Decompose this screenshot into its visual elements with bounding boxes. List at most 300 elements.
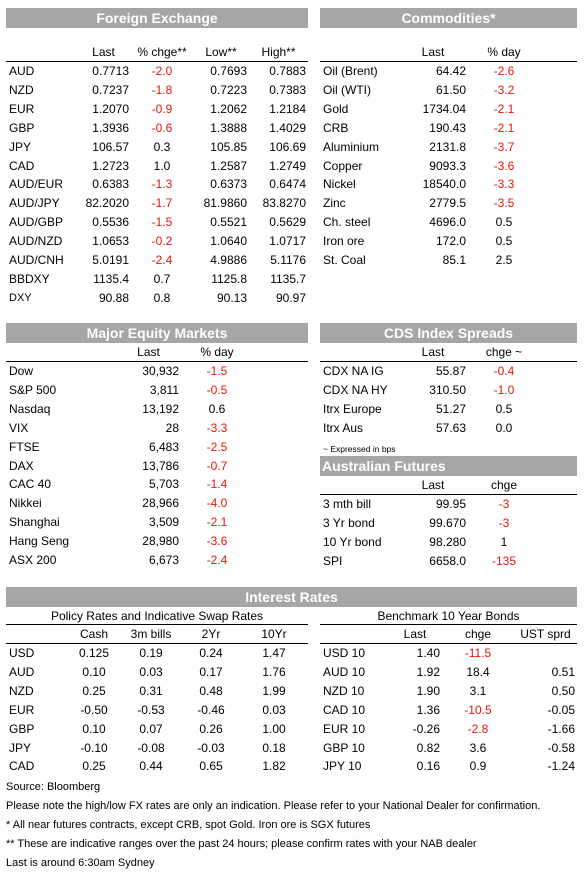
table-cell: 2131.8	[429, 139, 466, 154]
row-label: Copper	[323, 158, 363, 173]
column-header: chge ~	[468, 343, 540, 362]
table-cell: 0.7383	[269, 82, 306, 97]
table-cell: 1.0640	[210, 234, 247, 249]
table-cell: 1135.7	[270, 271, 306, 286]
table-row	[6, 494, 308, 513]
table-cell: 0.16	[416, 759, 440, 774]
row-label: Nickel	[323, 177, 356, 192]
table-cell: 172.0	[435, 234, 466, 249]
column-header	[320, 625, 388, 644]
table-row	[6, 663, 308, 682]
bonds-table	[320, 625, 577, 776]
row-label: CAD	[9, 158, 35, 173]
table-cell: 6,483	[148, 439, 179, 454]
table-cell: 0.31	[139, 683, 163, 698]
row-label: Nikkei	[9, 496, 42, 511]
table-row	[6, 175, 308, 194]
table-cell: -3	[498, 497, 510, 511]
row-label: Dow	[9, 364, 34, 378]
table-cell: -1.5	[151, 215, 173, 230]
table-cell: -3.6	[493, 158, 515, 173]
table-cell: -2.0	[151, 64, 173, 78]
table-cell: -2.4	[206, 553, 228, 568]
row-label: Zinc	[323, 196, 346, 211]
table-row	[6, 62, 308, 81]
table-cell: 0.50	[551, 683, 575, 698]
table-row	[6, 419, 308, 438]
table-cell: 0.0	[495, 420, 513, 435]
futures-table	[320, 476, 577, 571]
futures-title: Australian Futures	[320, 456, 577, 476]
table-cell: -3.2	[493, 82, 515, 97]
table-cell: -1.3	[151, 177, 173, 192]
column-header: 2Yr	[182, 625, 240, 644]
table-row	[6, 81, 308, 100]
spacer-cell	[540, 232, 577, 251]
table-cell: -0.05	[547, 702, 575, 717]
row-label: USD	[9, 646, 35, 660]
row-label: GBP	[9, 721, 35, 736]
table-cell: 90.88	[98, 290, 129, 305]
table-row	[320, 720, 577, 739]
row-label: AUD 10	[323, 664, 366, 679]
table-cell: 310.50	[429, 382, 466, 397]
spacer-cell	[253, 513, 308, 532]
table-cell: -3	[498, 515, 510, 530]
table-cell: -11.5	[464, 646, 492, 660]
spacer-cell	[540, 81, 577, 100]
cds-panel	[320, 323, 577, 456]
table-cell: 18.4	[466, 664, 490, 679]
spacer-cell	[540, 400, 577, 419]
table-cell: 0.25	[82, 683, 106, 698]
row-label: JPY	[9, 139, 32, 154]
spacer-cell	[253, 457, 308, 476]
row-label: AUD	[9, 664, 35, 679]
table-cell: 1.3936	[92, 120, 129, 135]
table-row	[6, 551, 308, 570]
row-label: AUD/GBP	[9, 215, 64, 230]
table-cell: 0.3	[153, 139, 171, 154]
cds-title: CDS Index Spreads	[320, 323, 577, 343]
table-cell: 28	[165, 420, 179, 435]
spacer-cell	[540, 138, 577, 157]
row-label: Shanghai	[9, 515, 60, 530]
column-header: 3m bills	[120, 625, 182, 644]
futures-panel	[320, 456, 577, 571]
table-row	[6, 757, 308, 776]
commodities-table	[320, 43, 577, 270]
table-cell: 0.07	[139, 721, 163, 736]
table-cell: -0.2	[151, 234, 173, 249]
table-cell: -3.3	[493, 177, 515, 192]
row-label: JPY	[9, 740, 32, 755]
spacer-cell	[253, 475, 308, 494]
column-header: Last	[398, 343, 468, 362]
table-cell: -1.24	[547, 759, 575, 774]
table-row	[320, 119, 577, 138]
row-label: CAD 10	[323, 702, 366, 717]
table-cell: -0.7	[206, 458, 228, 473]
table-row	[6, 381, 308, 400]
column-header: Last	[76, 43, 131, 62]
row-label: CAD	[9, 759, 35, 774]
table-cell: 3.1	[469, 683, 487, 698]
column-header: High**	[249, 43, 308, 62]
table-cell: 0.48	[199, 683, 223, 698]
table-cell: 1.82	[262, 759, 286, 774]
table-row	[6, 289, 308, 308]
row-label: JPY 10	[323, 759, 362, 774]
table-cell: 13,786	[142, 458, 179, 473]
table-cell: -0.46	[197, 702, 225, 717]
policy-subtitle: Policy Rates and Indicative Swap Rates	[6, 607, 308, 625]
table-cell: 1.0717	[269, 234, 306, 249]
fx-header-row	[6, 43, 308, 62]
spacer-cell	[540, 157, 577, 176]
column-header: chge	[468, 476, 540, 495]
table-cell: 1.90	[416, 683, 440, 698]
column-header	[320, 43, 398, 62]
table-row	[6, 701, 308, 720]
table-cell: 82.2020	[85, 196, 129, 211]
row-label: Iron ore	[323, 234, 365, 249]
table-cell: 0.125	[78, 646, 110, 660]
row-label: Gold	[323, 101, 349, 116]
spacer-cell	[253, 381, 308, 400]
row-label: NZD	[9, 82, 34, 97]
table-cell: 0.44	[139, 759, 163, 774]
table-cell: -3.7	[493, 139, 515, 154]
table-cell: 5,703	[148, 477, 179, 492]
table-cell: -4.0	[206, 496, 228, 511]
column-header	[6, 343, 116, 362]
table-row	[6, 682, 308, 701]
column-header: 10Yr	[240, 625, 308, 644]
table-cell: 0.7883	[269, 64, 306, 78]
policy-header-row	[6, 625, 308, 644]
row-label: SPI	[323, 553, 343, 568]
policy-panel	[6, 607, 308, 776]
table-cell: 1.2184	[269, 101, 306, 116]
table-cell: 1.2749	[269, 158, 306, 173]
table-cell: -2.6	[493, 64, 515, 78]
table-cell: 98.280	[429, 534, 466, 549]
table-cell: 0.5536	[92, 215, 129, 230]
row-label: AUD	[9, 64, 35, 78]
footnote-fx-disclaimer: Please note the high/low FX rates are only an indication. Please refer to your National Dealer for confirmation.	[6, 800, 541, 812]
table-cell: 0.7223	[210, 82, 247, 97]
spacer-cell	[253, 532, 308, 551]
row-label: AUD/CNH	[9, 253, 64, 268]
table-cell: 1.92	[416, 664, 440, 679]
table-row	[6, 119, 308, 138]
spacer-cell	[253, 438, 308, 457]
table-cell: 1734.04	[422, 101, 466, 116]
row-label: Itrx Aus	[323, 420, 364, 435]
row-label: Oil (WTI)	[323, 82, 371, 97]
table-cell: 2779.5	[429, 196, 466, 211]
table-cell: 0.5629	[269, 215, 306, 230]
table-cell: -0.5	[206, 382, 228, 397]
column-header: Cash	[68, 625, 120, 644]
table-cell: 51.27	[435, 401, 466, 416]
table-cell: 0.6383	[92, 177, 129, 192]
table-cell: 18540.0	[422, 177, 466, 192]
cds-note: ~ Expressed in bps	[323, 443, 396, 454]
column-header	[6, 625, 68, 644]
row-label: ASX 200	[9, 553, 57, 568]
futures-header-row	[320, 476, 577, 495]
table-cell: -0.26	[412, 721, 440, 736]
column-header	[320, 343, 398, 362]
spacer-cell	[540, 381, 577, 400]
row-label: 3 Yr bond	[323, 515, 375, 530]
table-row	[320, 251, 577, 270]
row-label: NZD 10	[323, 683, 365, 698]
table-row	[6, 644, 308, 663]
table-cell: 0.26	[199, 721, 223, 736]
row-label: AUD/JPY	[9, 196, 60, 211]
policy-table	[6, 625, 308, 776]
table-cell: -3.3	[206, 420, 228, 435]
spacer-cell	[540, 362, 577, 381]
table-cell: -1.8	[151, 82, 173, 97]
column-header: Last	[388, 625, 442, 644]
column-header: Low**	[193, 43, 249, 62]
row-label: CAC 40	[9, 477, 52, 492]
table-row	[6, 138, 308, 157]
table-cell: -2.4	[151, 253, 173, 268]
table-cell: -2.1	[493, 101, 515, 116]
row-label: AUD/NZD	[9, 234, 63, 249]
table-cell: 1.2070	[92, 101, 129, 116]
table-row	[320, 213, 577, 232]
table-cell: 1.3888	[210, 120, 247, 135]
bonds-header-row	[320, 625, 577, 644]
row-label: GBP 10	[323, 740, 365, 755]
spacer-cell	[540, 213, 577, 232]
table-row	[320, 157, 577, 176]
table-cell: 55.87	[435, 364, 466, 378]
row-label: St. Coal	[323, 253, 366, 268]
table-cell: 0.9	[469, 759, 487, 774]
row-label: Ch. steel	[323, 215, 371, 230]
table-cell: 90.97	[275, 290, 306, 305]
table-cell: -0.50	[80, 702, 108, 717]
row-label: Hang Seng	[9, 534, 70, 549]
table-cell: 1.0653	[92, 234, 129, 249]
table-cell: 0.10	[82, 664, 106, 679]
table-cell: 0.24	[199, 646, 223, 660]
table-row	[320, 100, 577, 119]
table-row	[320, 175, 577, 194]
table-row	[320, 232, 577, 251]
column-header: chge	[442, 625, 514, 644]
table-cell: -2.5	[206, 439, 228, 454]
row-label: DXY	[9, 291, 32, 304]
table-cell: 0.7	[153, 271, 171, 286]
column-header: Last	[116, 343, 181, 362]
table-row	[320, 400, 577, 419]
table-cell: 1.40	[416, 646, 440, 660]
table-cell: 9093.3	[429, 158, 466, 173]
row-label: BBDXY	[9, 271, 50, 286]
table-cell: 0.19	[139, 646, 163, 660]
table-cell: 1.0	[153, 158, 171, 173]
spacer-cell	[540, 62, 577, 81]
table-cell: -1.66	[547, 721, 575, 736]
footnote-time: Last is around 6:30am Sydney	[6, 857, 155, 869]
table-cell: 28,966	[142, 496, 179, 511]
table-row	[6, 362, 308, 381]
table-cell: 1.2587	[210, 158, 247, 173]
table-cell: 106.69	[269, 139, 306, 154]
table-row	[6, 513, 308, 532]
column-header: % day	[468, 43, 540, 62]
spacer-cell	[253, 494, 308, 513]
table-cell: 0.5521	[210, 215, 247, 230]
table-row	[6, 400, 308, 419]
table-cell: 64.42	[435, 64, 466, 78]
spacer-cell	[540, 194, 577, 213]
cds-table	[320, 343, 577, 438]
table-cell	[514, 644, 577, 663]
row-label: S&P 500	[9, 382, 57, 397]
row-label: AUD/EUR	[9, 177, 64, 192]
table-cell: -0.6	[151, 120, 173, 135]
table-cell: 0.65	[199, 759, 223, 774]
table-row	[6, 739, 308, 758]
row-label: Nasdaq	[9, 401, 51, 416]
row-label: DAX	[9, 458, 34, 473]
table-cell: 1.2062	[210, 101, 247, 116]
row-label: EUR	[9, 702, 35, 717]
table-cell: 6,673	[148, 553, 179, 568]
table-cell: 0.03	[139, 664, 163, 679]
column-header: UST sprd	[514, 625, 577, 644]
footnotes	[0, 778, 586, 873]
table-row	[320, 514, 577, 533]
footnote-source: Source: Bloomberg	[6, 781, 101, 793]
table-row	[6, 194, 308, 213]
commodities-header-row	[320, 43, 577, 62]
table-cell: -0.53	[137, 702, 165, 717]
table-cell: 0.7693	[210, 64, 247, 78]
table-cell: 1.00	[262, 721, 286, 736]
spacer-cell	[253, 400, 308, 419]
table-cell: 1.99	[262, 683, 286, 698]
table-row	[320, 419, 577, 438]
table-cell: 2.5	[495, 253, 513, 268]
table-cell: 3,509	[148, 515, 179, 530]
table-cell: 99.670	[429, 515, 466, 530]
table-cell: -1.0	[493, 382, 515, 397]
table-row	[6, 475, 308, 494]
row-label: USD 10	[323, 646, 366, 660]
equity-header-row	[6, 343, 308, 362]
table-cell: 6658.0	[429, 553, 466, 568]
column-header: Last	[398, 43, 468, 62]
table-cell: 81.9860	[203, 196, 247, 211]
table-cell: 1.76	[262, 664, 286, 679]
table-cell: 0.6474	[269, 177, 306, 192]
table-cell: 1.36	[416, 702, 440, 717]
table-cell: 0.82	[416, 740, 440, 755]
table-row	[6, 532, 308, 551]
table-row	[320, 701, 577, 720]
table-row	[320, 663, 577, 682]
table-cell: -3.6	[206, 534, 228, 549]
table-cell: 0.7237	[92, 82, 129, 97]
equity-panel	[6, 323, 308, 570]
table-row	[6, 270, 308, 289]
table-row	[6, 232, 308, 251]
spacer-cell	[253, 362, 308, 381]
table-cell: 99.95	[435, 497, 466, 511]
spacer-header	[253, 343, 308, 362]
table-cell: 5.1176	[270, 253, 306, 268]
fx-table	[6, 43, 308, 308]
column-header: Last	[398, 476, 468, 495]
table-cell: 85.1	[442, 253, 466, 268]
rates-title: Interest Rates	[6, 587, 577, 607]
table-cell: 0.51	[551, 664, 575, 679]
table-cell: 0.5	[495, 234, 513, 249]
table-cell: 0.8	[153, 290, 171, 305]
table-cell: -0.4	[493, 364, 515, 378]
commodities-title: Commodities*	[320, 8, 577, 28]
spacer-cell	[540, 100, 577, 119]
table-row	[320, 62, 577, 81]
table-cell: 1125.8	[211, 271, 247, 286]
table-cell: -2.8	[467, 721, 489, 736]
table-cell: 4.9886	[210, 253, 247, 268]
table-cell: 105.85	[210, 139, 247, 154]
table-cell: 1.2723	[92, 158, 129, 173]
table-row	[320, 138, 577, 157]
table-cell: -0.08	[137, 740, 165, 755]
spacer-cell	[540, 251, 577, 270]
spacer-cell	[540, 175, 577, 194]
spacer-cell	[540, 495, 577, 514]
spacer-cell	[253, 551, 308, 570]
bonds-panel	[320, 607, 577, 776]
spacer-cell	[540, 552, 577, 571]
table-cell: 1	[500, 534, 508, 549]
spacer-cell	[540, 419, 577, 438]
table-cell: 28,980	[142, 534, 179, 549]
row-label: VIX	[9, 420, 29, 435]
table-row	[320, 533, 577, 552]
footnote-futures: * All near futures contracts, except CRB, spot Gold. Iron ore is SGX futures	[6, 819, 371, 831]
row-label: GBP	[9, 120, 35, 135]
column-header: % day	[181, 343, 253, 362]
table-cell: -135	[491, 553, 517, 568]
row-label: NZD	[9, 683, 34, 698]
fx-title: Foreign Exchange	[6, 8, 308, 28]
spacer-header	[540, 343, 577, 362]
table-row	[320, 381, 577, 400]
column-header	[6, 43, 76, 62]
cds-header-row	[320, 343, 577, 362]
table-cell: -0.03	[197, 740, 225, 755]
table-cell: -2.1	[206, 515, 228, 530]
table-cell: 0.17	[199, 664, 223, 679]
table-cell: -0.10	[80, 740, 108, 755]
bonds-subtitle: Benchmark 10 Year Bonds	[320, 607, 577, 625]
table-cell: -1.7	[151, 196, 173, 211]
